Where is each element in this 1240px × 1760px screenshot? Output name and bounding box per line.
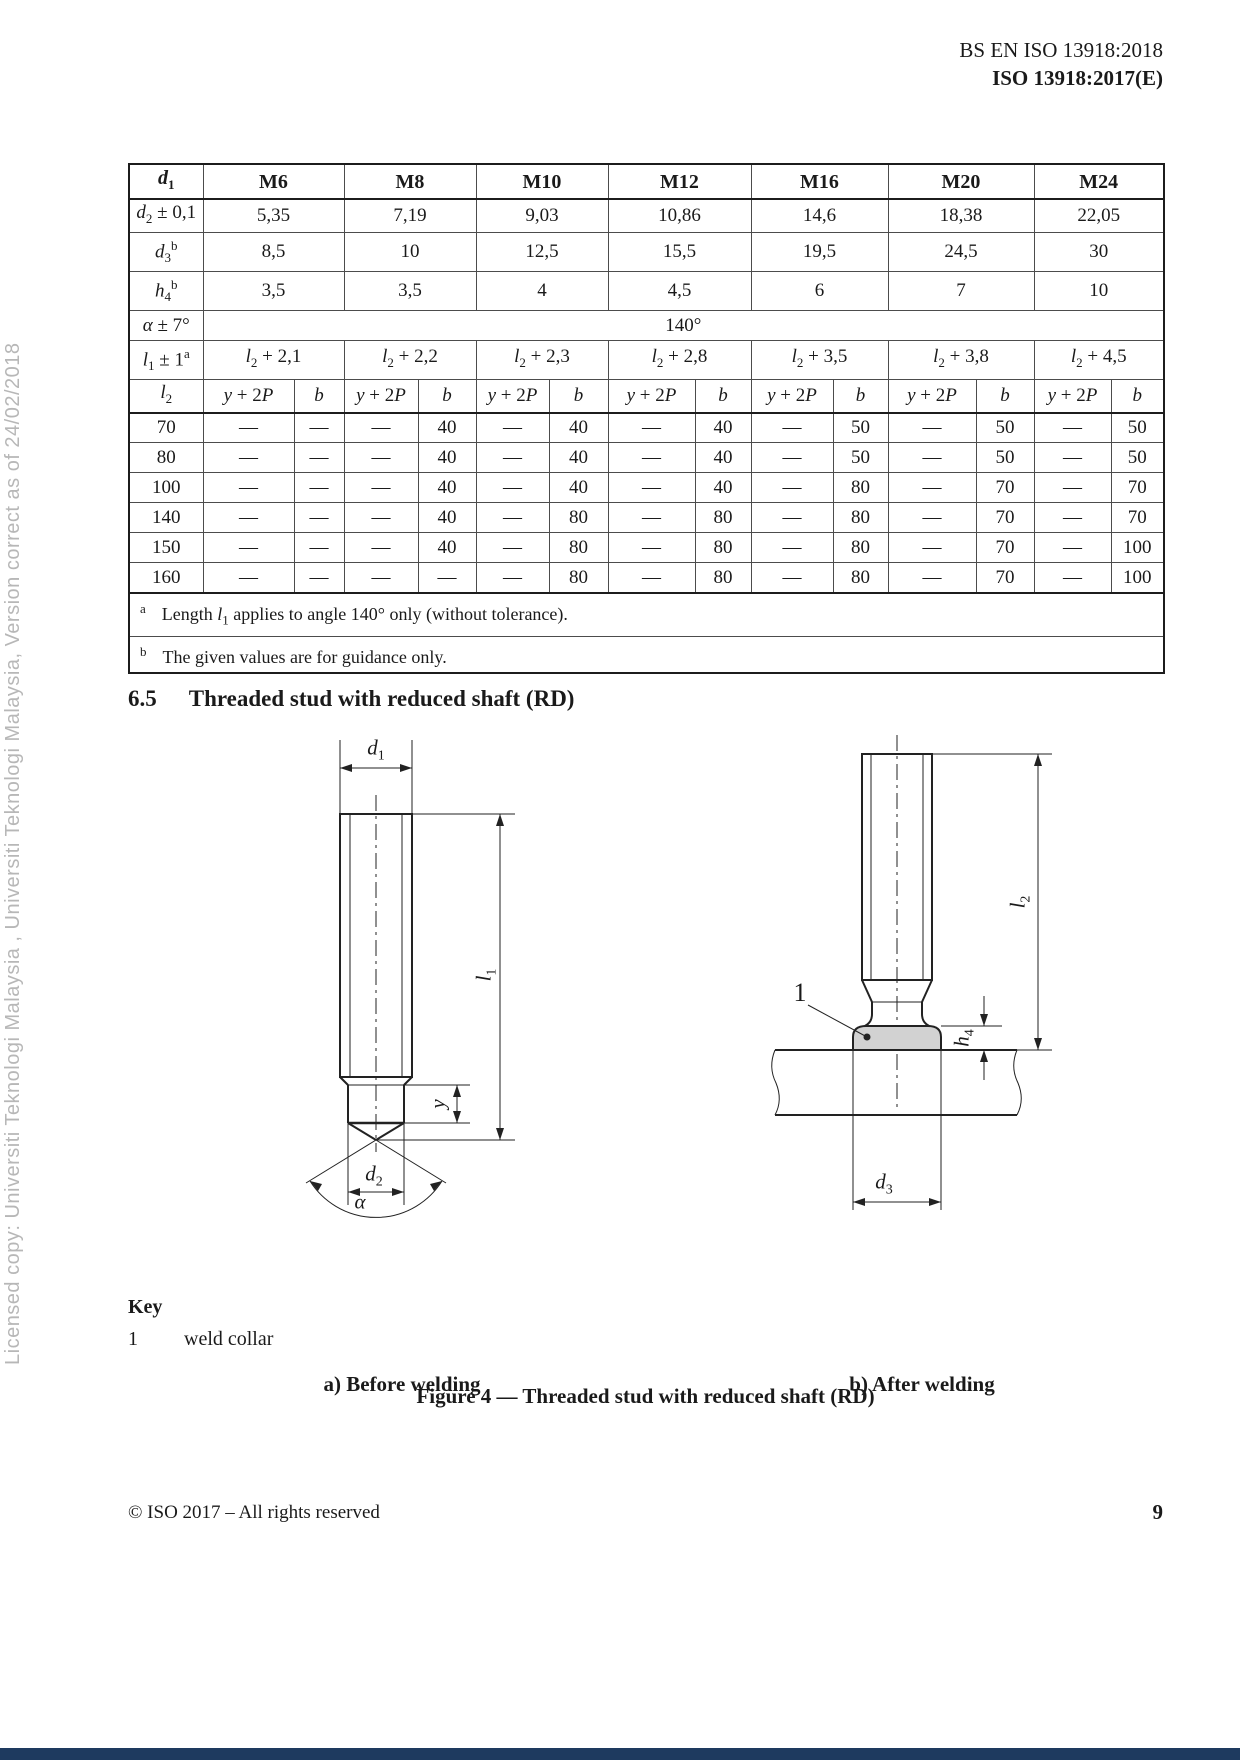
table-cell: 5,35 (203, 199, 344, 232)
table-cell: — (344, 503, 418, 533)
table-cell: — (294, 473, 344, 503)
column-header: M10 (476, 164, 608, 199)
table-cell: 80 (833, 533, 888, 563)
table-cell: 70 (976, 533, 1034, 563)
l2-length-value: 140 (129, 503, 203, 533)
table-cell: 4 (476, 271, 608, 310)
table-cell: 3,5 (203, 271, 344, 310)
table-cell: 50 (833, 413, 888, 443)
table-cell: 80 (833, 503, 888, 533)
table-cell: 9,03 (476, 199, 608, 232)
table-footnote: $^b$ The given values are for guidance only. (129, 636, 1164, 673)
key-item-ref: 1 (128, 1328, 138, 1350)
table-cell: $l_2 + 2,1$ (203, 341, 344, 380)
table-cell: 70 (976, 473, 1034, 503)
row-label: $d_3^b$ (129, 232, 203, 271)
standard-number-bs: BS EN ISO 13918:2018 (959, 38, 1163, 62)
table-cell: 12,5 (476, 232, 608, 271)
page-bottom-bar (0, 1748, 1240, 1760)
table-cell: — (203, 443, 294, 473)
table-cell: 80 (695, 503, 751, 533)
key-title: Key (128, 1296, 163, 1318)
table-cell: 10 (344, 232, 476, 271)
subcol-header: y + 2P (608, 380, 695, 413)
figure-caption: Figure 4 — Threaded stud with reduced shaft (RD) (416, 1384, 875, 1408)
table-cell: $l_2 + 3,5$ (751, 341, 888, 380)
dim-label-d2: $d_2$ (365, 1161, 383, 1190)
column-header: M20 (888, 164, 1034, 199)
table-cell: 14,6 (751, 199, 888, 232)
table-cell: — (203, 413, 294, 443)
table-cell: — (751, 503, 833, 533)
subcol-header: y + 2P (1034, 380, 1111, 413)
dim-label-d1: $d_1$ (367, 735, 385, 764)
row-label: $h_4^b$ (129, 271, 203, 310)
dim-label-y: y (425, 1099, 450, 1109)
table-cell: — (888, 413, 976, 443)
caption-before-welding: a) Before welding (323, 1372, 481, 1396)
dim-label-l2: $l_2$ (1005, 895, 1034, 909)
column-header: M12 (608, 164, 751, 199)
table-cell: 7 (888, 271, 1034, 310)
column-header: M8 (344, 164, 476, 199)
table-cell: 100 (1111, 563, 1164, 593)
table-cell: 40 (418, 413, 476, 443)
column-header: M6 (203, 164, 344, 199)
table-cell: — (344, 533, 418, 563)
table-cell: 70 (976, 563, 1034, 593)
figure-4 (128, 735, 1163, 1255)
table-cell: — (203, 533, 294, 563)
table-cell: — (418, 563, 476, 593)
table-cell: 22,05 (1034, 199, 1164, 232)
table-cell: 80 (549, 503, 608, 533)
table-cell: 15,5 (608, 232, 751, 271)
key-item (128, 1328, 273, 1351)
table-cell: $l_2 + 2,3$ (476, 341, 608, 380)
standard-number-iso: ISO 13918:2017(E) (992, 66, 1163, 90)
table-cell: 40 (418, 503, 476, 533)
table-cell: — (608, 563, 695, 593)
row-label: $l_1 \pm 1^a$ (129, 341, 203, 380)
dim-label-d3: $d_3$ (875, 1169, 893, 1198)
table-cell: 10 (1034, 271, 1164, 310)
table-cell: 80 (695, 533, 751, 563)
alpha-value: 140° (203, 311, 1164, 341)
section-heading (128, 686, 574, 712)
table-cell: — (294, 443, 344, 473)
table-cell: 8,5 (203, 232, 344, 271)
subcol-header: y + 2P (751, 380, 833, 413)
table-cell: 40 (695, 443, 751, 473)
table-footnote: $^a$ Length $l_1$ applies to angle 140° only (without tolerance). (129, 593, 1164, 636)
table-cell: 19,5 (751, 232, 888, 271)
table-cell: $l_2 + 3,8$ (888, 341, 1034, 380)
dim-label-h4: $h_4$ (949, 1029, 978, 1047)
column-header: M16 (751, 164, 888, 199)
table-cell: 7,19 (344, 199, 476, 232)
key-ref-1-label: 1 (793, 978, 807, 1007)
table-cell: — (294, 533, 344, 563)
dim-label-alpha: α (354, 1189, 366, 1214)
table-cell: 80 (549, 533, 608, 563)
table-cell: — (294, 563, 344, 593)
table-cell: — (888, 473, 976, 503)
stud-after-welding-drawing (772, 735, 1052, 1210)
table-cell: — (344, 443, 418, 473)
table-cell: 18,38 (888, 199, 1034, 232)
table-cell: — (1034, 563, 1111, 593)
table-cell: 4,5 (608, 271, 751, 310)
table-cell: 40 (418, 533, 476, 563)
license-watermark: Licensed copy: Universiti Teknologi Malaysia , Universiti Teknologi Malaysia, Version correct as of 24/02/2018 (2, 342, 24, 1365)
table-cell: 50 (1111, 413, 1164, 443)
table-cell: — (751, 563, 833, 593)
subcol-header: b (833, 380, 888, 413)
table-cell: 70 (1111, 503, 1164, 533)
subcol-header: b (695, 380, 751, 413)
table-cell: $l_2 + 4,5$ (1034, 341, 1164, 380)
table-cell: — (476, 503, 549, 533)
subcol-header: b (294, 380, 344, 413)
key-item-text: weld collar (184, 1328, 274, 1350)
l2-length-value: 70 (129, 413, 203, 443)
table-cell: 40 (695, 413, 751, 443)
table-cell: 100 (1111, 533, 1164, 563)
table-cell: 6 (751, 271, 888, 310)
figure-drawing (128, 735, 1163, 1255)
table-cell: — (294, 413, 344, 443)
section-title: Threaded stud with reduced shaft (RD) (188, 686, 575, 711)
section-number: 6.5 (128, 686, 157, 711)
table-cell: 70 (1111, 473, 1164, 503)
l2-length-value: 80 (129, 443, 203, 473)
row-label: $d_2 \pm 0,1$ (129, 199, 203, 232)
table-cell: $l_2 + 2,8$ (608, 341, 751, 380)
copyright-notice: © ISO 2017 – All rights reserved (128, 1502, 380, 1523)
table-cell: — (344, 563, 418, 593)
subcol-header: y + 2P (888, 380, 976, 413)
table-cell: — (608, 443, 695, 473)
table-cell: 40 (695, 473, 751, 503)
column-header: M24 (1034, 164, 1164, 199)
table-cell: — (344, 413, 418, 443)
row-label: $l_2$ (129, 380, 203, 413)
subcol-header: b (1111, 380, 1164, 413)
table-cell: 80 (549, 563, 608, 593)
subcol-header: y + 2P (203, 380, 294, 413)
table-cell: 50 (833, 443, 888, 473)
subcol-header: y + 2P (476, 380, 549, 413)
page-number: 9 (1152, 1500, 1163, 1524)
table-cell: 70 (976, 503, 1034, 533)
table-cell: 50 (976, 413, 1034, 443)
table-cell: $l_2 + 2,2$ (344, 341, 476, 380)
subcol-header: b (418, 380, 476, 413)
table-cell: 50 (976, 443, 1034, 473)
l2-length-value: 150 (129, 533, 203, 563)
table-cell: — (888, 533, 976, 563)
table-cell: — (608, 413, 695, 443)
table-cell: 10,86 (608, 199, 751, 232)
table-cell: 24,5 (888, 232, 1034, 271)
dim-label-l1: $l_1$ (471, 968, 500, 982)
table-cell: — (888, 563, 976, 593)
table-cell: — (203, 473, 294, 503)
document-header (959, 36, 1163, 92)
table-cell: 3,5 (344, 271, 476, 310)
table-corner-label: $d_1$ (129, 164, 203, 199)
subcol-header: y + 2P (344, 380, 418, 413)
table-cell: 40 (549, 443, 608, 473)
row-label: α ± 7° (129, 311, 203, 341)
table-cell: 80 (695, 563, 751, 593)
subcol-header: b (976, 380, 1034, 413)
l2-length-value: 160 (129, 563, 203, 593)
table-cell: — (294, 503, 344, 533)
table-cell: — (476, 563, 549, 593)
table-cell: — (888, 503, 976, 533)
table-cell: — (476, 533, 549, 563)
l2-length-value: 100 (129, 473, 203, 503)
table-cell: 80 (833, 473, 888, 503)
table-cell: — (1034, 503, 1111, 533)
table-cell: — (608, 503, 695, 533)
table-cell: 50 (1111, 443, 1164, 473)
table-cell: — (203, 563, 294, 593)
table-cell: — (1034, 443, 1111, 473)
table-cell: — (751, 473, 833, 503)
table-cell: — (608, 473, 695, 503)
table-cell: — (476, 473, 549, 503)
table-cell: 40 (549, 473, 608, 503)
table-cell: — (751, 443, 833, 473)
table-cell: — (344, 473, 418, 503)
subcol-header: b (549, 380, 608, 413)
table-cell: — (203, 503, 294, 533)
table-cell: 40 (418, 473, 476, 503)
table-cell: — (751, 413, 833, 443)
table-cell: — (476, 443, 549, 473)
caption-after-welding: b) After welding (849, 1372, 995, 1396)
table-cell: — (1034, 473, 1111, 503)
table-cell: — (608, 533, 695, 563)
table-cell: 40 (418, 443, 476, 473)
table-cell: — (1034, 413, 1111, 443)
table-cell: — (888, 443, 976, 473)
table-cell: — (751, 533, 833, 563)
table-cell: 30 (1034, 232, 1164, 271)
spec-table (128, 163, 1165, 674)
table-cell: — (1034, 533, 1111, 563)
table-cell: 80 (833, 563, 888, 593)
table-cell: 40 (549, 413, 608, 443)
table-cell: — (476, 413, 549, 443)
